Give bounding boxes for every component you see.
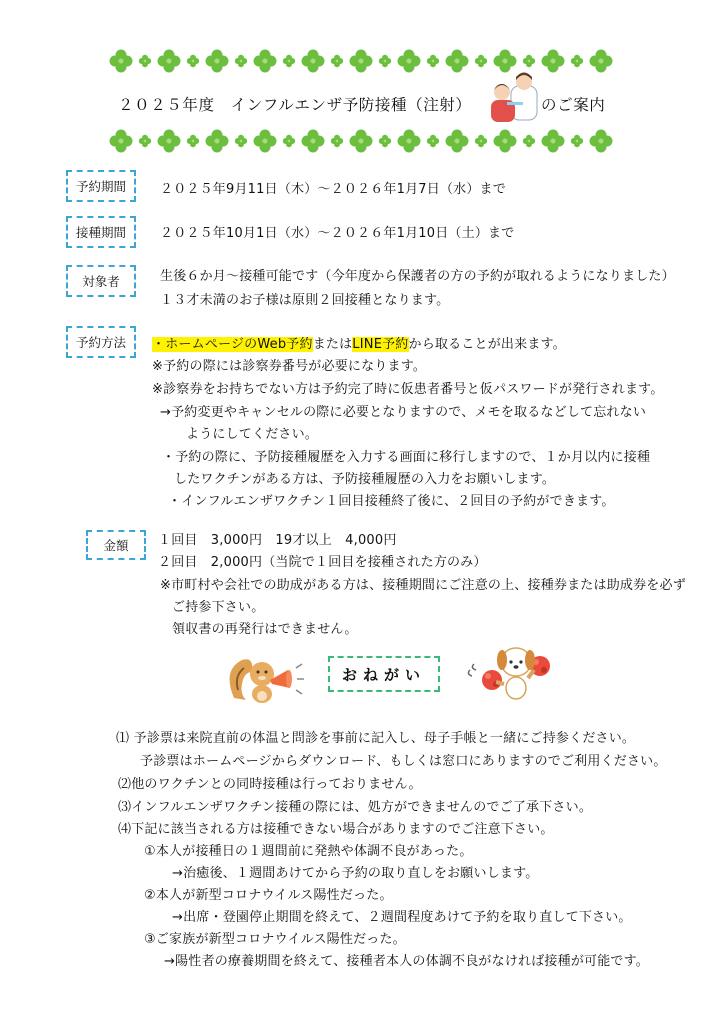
clover-icon <box>522 54 536 68</box>
clover-icon <box>426 134 440 148</box>
fee-line-2: ２回目 2,000円（当院で１回目を接種された方のみ） <box>158 555 487 570</box>
target-line-2: １３才未満のお子様は原則２回接種となります。 <box>160 293 450 308</box>
note-4-1: ①本人が接種日の１週間前に発熱や体調不良があった。 <box>144 844 473 859</box>
clover-icon <box>396 128 422 154</box>
clover-icon <box>234 54 248 68</box>
fee-line-4: ご持参下さい。 <box>172 600 265 615</box>
reservation-period-text: ２０２５年9月11日（木）～２０２６年1月7日（水）まで <box>160 182 506 197</box>
vaccination-period-text: ２０２５年10月1日（水）～２０２６年1月10日（土）まで <box>160 226 515 241</box>
note-4-3: ③ご家族が新型コロナウイルス陽性だった。 <box>144 932 406 947</box>
fee-line-1: １回目 3,000円 19才以上 4,000円 <box>158 533 397 548</box>
page-title <box>118 93 472 115</box>
note-4-2: ②本人が新型コロナウイルス陽性だった。 <box>144 888 393 903</box>
clover-icon <box>300 48 326 74</box>
clover-icon <box>348 128 374 154</box>
clover-icon <box>282 134 296 148</box>
clover-icon <box>108 128 134 154</box>
clover-icon <box>138 54 152 68</box>
title-tail: のご案内 <box>541 96 606 114</box>
clover-icon <box>396 48 422 74</box>
fee-line-3: ※市町村や会社での助成がある方は、接種期間にご注意の上、接種券または助成券を必ず <box>160 578 686 593</box>
label-fee: 金額 <box>86 530 146 560</box>
doctor-with-child-illustration-icon <box>487 72 539 128</box>
clover-icon <box>378 54 392 68</box>
clover-icon <box>570 134 584 148</box>
method-line-3: ※診察券をお持ちでない方は予約完了時に仮患者番号と仮パスワードが発行されます。 <box>152 382 664 397</box>
label-method: 予約方法 <box>66 326 136 358</box>
clover-icon <box>330 134 344 148</box>
note-4-3-action: →陽性者の療養期間を終えて、接種者本人の体調不良がなければ接種が可能です。 <box>164 954 649 969</box>
fee-line-5: 領収書の再発行はできません。 <box>172 622 358 637</box>
clover-icon <box>540 48 566 74</box>
clover-icon <box>444 48 470 74</box>
clover-icon <box>444 128 470 154</box>
method-line-5: ようにしてください。 <box>186 427 319 442</box>
line-reservation-highlight: LINE予約 <box>352 337 409 352</box>
note-4-2-action: →出席・登園停止期間を終えて、２週間程度あけて予約を取り直して下さい。 <box>172 910 632 925</box>
clover-icon <box>474 134 488 148</box>
clover-icon <box>186 54 200 68</box>
dog-cheering-illustration-icon <box>460 640 556 706</box>
note-4-1-action: →治癒後、１週間あけてから予約の取り直しをお願いします。 <box>172 866 539 881</box>
clover-icon <box>570 54 584 68</box>
clover-icon <box>492 48 518 74</box>
clover-icon <box>378 134 392 148</box>
clover-icon <box>252 128 278 154</box>
title-year: ２０２５年度 <box>118 96 215 114</box>
clover-icon <box>138 134 152 148</box>
clover-icon <box>108 48 134 74</box>
method-line-1-tail: から取ることが出来ます。 <box>408 337 566 352</box>
note-1b: 予診票はホームページからダウンロード、もしくは窓口にありますのでご利用ください。 <box>140 754 667 769</box>
clover-icon <box>282 54 296 68</box>
method-line-7: したワクチンがある方は、予防接種履歴の入力をお願いします。 <box>174 472 556 487</box>
method-line-8: ・インフルエンザワクチン１回目接種終了後に、２回目の予約ができます。 <box>168 494 615 509</box>
note-3: ⑶インフルエンザワクチン接種の際には、処方ができませんのでご了承下さい。 <box>118 800 593 815</box>
method-line-6: ・予約の際に、予防接種履歴を入力する画面に移行しますので、１か月以内に接種 <box>162 450 651 465</box>
clover-icon <box>156 128 182 154</box>
clover-icon <box>252 48 278 74</box>
note-4: ⑷下記に該当される方は接種できない場合がありますのでご注意下さい。 <box>118 822 554 837</box>
clover-icon <box>330 54 344 68</box>
target-line-1: 生後６か月～接種可能です（今年度から保護者の方の予約が取れるようになりました） <box>160 269 675 284</box>
method-line-4: →予約変更やキャンセルの際に必要となりますので、メモを取るなどして忘れない <box>160 405 647 420</box>
method-line-2: ※予約の際には診察券番号が必要になります。 <box>152 359 427 374</box>
clover-icon <box>204 128 230 154</box>
squirrel-megaphone-illustration-icon <box>226 650 306 706</box>
method-line-1 <box>152 333 566 352</box>
note-1: ⑴ 予診票は来院直前の体温と問診を事前に記入し、母子手帳と一緒にご持参ください。 <box>116 731 636 746</box>
clover-icon <box>186 134 200 148</box>
label-target: 対象者 <box>66 265 136 297</box>
clover-icon <box>588 48 614 74</box>
clover-icon <box>348 48 374 74</box>
clover-icon <box>540 128 566 154</box>
label-reservation-period: 予約期間 <box>66 170 136 202</box>
clover-icon <box>588 128 614 154</box>
onegai-heading: おねがい <box>328 656 440 692</box>
label-vaccination-period: 接種期間 <box>66 216 136 248</box>
clover-icon <box>492 128 518 154</box>
note-2: ⑵他のワクチンとの同時接種は行っておりません。 <box>118 777 422 792</box>
title-subject: インフルエンザ予防接種（注射） <box>230 96 472 114</box>
clover-icon <box>426 54 440 68</box>
clover-icon <box>234 134 248 148</box>
clover-icon <box>300 128 326 154</box>
bottom-clover-border <box>108 128 614 154</box>
clover-icon <box>474 54 488 68</box>
clover-icon <box>156 48 182 74</box>
method-line-1-or: または <box>312 337 353 352</box>
top-clover-border <box>108 48 614 74</box>
web-reservation-highlight: ・ホームページのWeb予約 <box>152 337 313 352</box>
clover-icon <box>522 134 536 148</box>
clover-icon <box>204 48 230 74</box>
